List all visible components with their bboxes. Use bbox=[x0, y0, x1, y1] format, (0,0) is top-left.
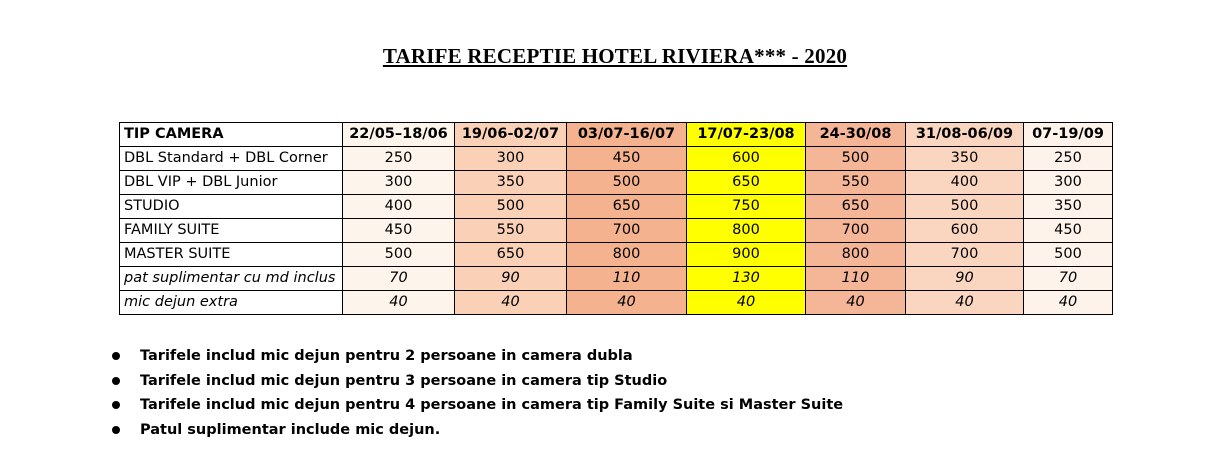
room-type-cell: FAMILY SUITE bbox=[120, 219, 343, 243]
price-cell: 550 bbox=[455, 219, 567, 243]
note-item bbox=[110, 344, 843, 369]
price-cell: 130 bbox=[687, 267, 806, 291]
header-period-2: 19/06-02/07 bbox=[455, 123, 567, 147]
header-period-7: 07-19/09 bbox=[1024, 123, 1113, 147]
notes-list bbox=[110, 344, 843, 442]
price-cell: 350 bbox=[455, 171, 567, 195]
price-cell: 500 bbox=[906, 195, 1024, 219]
price-cell: 700 bbox=[806, 219, 906, 243]
room-type-cell: MASTER SUITE bbox=[120, 243, 343, 267]
price-cell: 70 bbox=[343, 267, 455, 291]
price-cell: 500 bbox=[455, 195, 567, 219]
price-cell: 90 bbox=[906, 267, 1024, 291]
price-cell: 40 bbox=[343, 291, 455, 315]
room-type-cell: STUDIO bbox=[120, 195, 343, 219]
header-room-type: TIP CAMERA bbox=[120, 123, 343, 147]
price-cell: 650 bbox=[567, 195, 687, 219]
bullet-icon bbox=[112, 401, 120, 409]
price-cell: 500 bbox=[343, 243, 455, 267]
price-cell: 450 bbox=[343, 219, 455, 243]
note-text: Patul suplimentar include mic dejun. bbox=[140, 421, 441, 438]
price-cell: 800 bbox=[687, 219, 806, 243]
price-cell: 110 bbox=[806, 267, 906, 291]
note-text: Tarifele includ mic dejun pentru 3 persoane in camera tip Studio bbox=[140, 372, 668, 389]
price-cell: 400 bbox=[343, 195, 455, 219]
table-row bbox=[120, 171, 1113, 195]
page-title: TARIFE RECEPTIE HOTEL RIVIERA*** - 2020 bbox=[382, 44, 848, 68]
price-cell: 300 bbox=[1024, 171, 1113, 195]
price-cell: 350 bbox=[906, 147, 1024, 171]
price-cell: 750 bbox=[687, 195, 806, 219]
table-row bbox=[120, 243, 1113, 267]
table-row bbox=[120, 267, 1113, 291]
price-cell: 650 bbox=[455, 243, 567, 267]
price-cell: 650 bbox=[806, 195, 906, 219]
price-cell: 250 bbox=[343, 147, 455, 171]
price-cell: 40 bbox=[1024, 291, 1113, 315]
table-row bbox=[120, 195, 1113, 219]
price-cell: 450 bbox=[567, 147, 687, 171]
price-cell: 40 bbox=[906, 291, 1024, 315]
table-row bbox=[120, 147, 1113, 171]
price-cell: 110 bbox=[567, 267, 687, 291]
price-cell: 600 bbox=[906, 219, 1024, 243]
price-cell: 700 bbox=[906, 243, 1024, 267]
bullet-icon bbox=[112, 426, 120, 434]
table-header-row bbox=[120, 123, 1113, 147]
price-cell: 800 bbox=[567, 243, 687, 267]
price-cell: 250 bbox=[1024, 147, 1113, 171]
table-row bbox=[120, 219, 1113, 243]
price-cell: 40 bbox=[455, 291, 567, 315]
price-cell: 70 bbox=[1024, 267, 1113, 291]
price-cell: 300 bbox=[455, 147, 567, 171]
price-cell: 450 bbox=[1024, 219, 1113, 243]
price-cell: 300 bbox=[343, 171, 455, 195]
header-period-5: 24-30/08 bbox=[806, 123, 906, 147]
note-item bbox=[110, 393, 843, 418]
price-cell: 650 bbox=[687, 171, 806, 195]
bullet-icon bbox=[112, 352, 120, 360]
header-period-1: 22/05–18/06 bbox=[343, 123, 455, 147]
price-cell: 40 bbox=[806, 291, 906, 315]
rates-table bbox=[119, 122, 1113, 315]
price-cell: 600 bbox=[687, 147, 806, 171]
room-type-cell: pat suplimentar cu md inclus bbox=[120, 267, 343, 291]
header-period-4: 17/07-23/08 bbox=[687, 123, 806, 147]
price-cell: 800 bbox=[806, 243, 906, 267]
price-cell: 40 bbox=[567, 291, 687, 315]
bullet-icon bbox=[112, 377, 120, 385]
header-period-3: 03/07-16/07 bbox=[567, 123, 687, 147]
note-item bbox=[110, 418, 843, 443]
price-cell: 550 bbox=[806, 171, 906, 195]
price-cell: 350 bbox=[1024, 195, 1113, 219]
note-item bbox=[110, 369, 843, 394]
price-cell: 400 bbox=[906, 171, 1024, 195]
header-period-6: 31/08-06/09 bbox=[906, 123, 1024, 147]
price-cell: 500 bbox=[567, 171, 687, 195]
room-type-cell: DBL VIP + DBL Junior bbox=[120, 171, 343, 195]
room-type-cell: DBL Standard + DBL Corner bbox=[120, 147, 343, 171]
room-type-cell: mic dejun extra bbox=[120, 291, 343, 315]
table-row bbox=[120, 291, 1113, 315]
price-cell: 90 bbox=[455, 267, 567, 291]
note-text: Tarifele includ mic dejun pentru 4 persoane in camera tip Family Suite si Master Suite bbox=[140, 397, 844, 413]
price-cell: 40 bbox=[687, 291, 806, 315]
price-cell: 700 bbox=[567, 219, 687, 243]
price-cell: 500 bbox=[1024, 243, 1113, 267]
price-cell: 900 bbox=[687, 243, 806, 267]
note-text: Tarifele includ mic dejun pentru 2 persoane in camera dubla bbox=[140, 348, 633, 364]
price-cell: 500 bbox=[806, 147, 906, 171]
